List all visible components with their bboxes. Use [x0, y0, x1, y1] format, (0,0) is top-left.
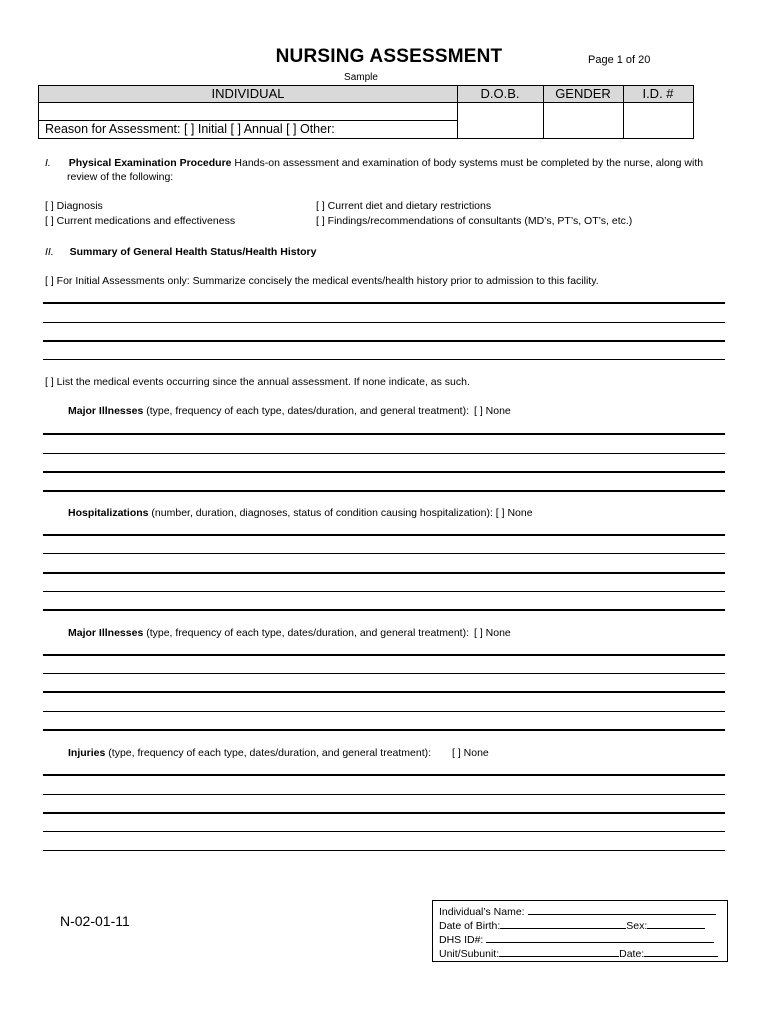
- writing-line[interactable]: [43, 850, 725, 851]
- writing-line[interactable]: [43, 774, 725, 776]
- writing-line[interactable]: [43, 553, 725, 554]
- section-heading: Summary of General Health Status/Health History: [69, 246, 317, 258]
- writing-line[interactable]: [43, 691, 725, 693]
- col-id: I.D. #: [642, 86, 674, 101]
- initial-assessment-checkbox[interactable]: [ ] For Initial Assessments only: Summarize concisely the medical events/health history prior to admission to this facility.: [45, 275, 599, 287]
- checkbox-diet[interactable]: [ ] Current diet and dietary restrictions: [316, 200, 492, 212]
- injuries-none-checkbox[interactable]: [ ] None: [452, 747, 489, 759]
- section-number: I.: [45, 157, 51, 169]
- individual-id-box: [432, 900, 728, 962]
- writing-line[interactable]: [43, 654, 725, 656]
- checkbox-medications[interactable]: [ ] Current medications and effectiveness: [45, 215, 236, 227]
- major-illnesses-none-checkbox[interactable]: [ ] None: [474, 405, 511, 417]
- section-text: Hands-on assessment and examination of body systems must be completed by the nurse, along with: [231, 157, 704, 169]
- writing-line[interactable]: [43, 572, 725, 574]
- writing-line[interactable]: [43, 794, 725, 795]
- individual-info-table: [38, 85, 694, 139]
- writing-line[interactable]: [43, 591, 725, 592]
- writing-line[interactable]: [43, 433, 725, 435]
- writing-line[interactable]: [43, 490, 725, 492]
- col-dob: D.O.B.: [480, 86, 520, 101]
- dhs-id-field[interactable]: DHS ID#:: [439, 932, 714, 946]
- writing-line[interactable]: [43, 471, 725, 473]
- section-text-cont: review of the following:: [67, 171, 174, 183]
- major-illnesses-label: Major Illnesses (type, frequency of each type, dates/duration, and general treatment):: [68, 405, 469, 417]
- reason-for-assessment[interactable]: Reason for Assessment: [ ] Initial [ ] Annual [ ] Other:: [45, 122, 335, 136]
- section-2: [45, 245, 316, 259]
- checkbox-diagnosis[interactable]: [ ] Diagnosis: [45, 200, 103, 212]
- section-1: [45, 156, 735, 170]
- page-number: Page 1 of 20: [588, 54, 651, 66]
- major-illnesses-none-checkbox-2[interactable]: [ ] None: [474, 627, 511, 639]
- dob-sex-field[interactable]: Date of Birth: Sex:: [439, 918, 705, 932]
- writing-line[interactable]: [43, 673, 725, 674]
- page-subtitle: Sample: [344, 72, 378, 83]
- writing-line[interactable]: [43, 609, 725, 611]
- checkbox-findings[interactable]: [ ] Findings/recommendations of consultants (MD’s, PT’s, OT’s, etc.): [316, 215, 633, 227]
- form-code: N-02-01-11: [60, 913, 130, 929]
- annual-assessment-checkbox[interactable]: [ ] List the medical events occurring since the annual assessment. If none indicate, as such.: [45, 376, 470, 388]
- writing-line[interactable]: [43, 302, 725, 304]
- section-number: II.: [45, 246, 54, 258]
- col-gender: GENDER: [555, 86, 611, 101]
- writing-line[interactable]: [43, 812, 725, 814]
- writing-line[interactable]: [43, 711, 725, 712]
- writing-line[interactable]: [43, 340, 725, 342]
- table-divider: [543, 86, 544, 138]
- table-divider: [623, 86, 624, 138]
- writing-line[interactable]: [43, 322, 725, 323]
- hospitalizations-label: Hospitalizations (number, duration, diagnoses, status of condition causing hospitalization): [ ] None: [68, 507, 533, 519]
- writing-line[interactable]: [43, 534, 725, 536]
- name-field[interactable]: Individual’s Name:: [439, 904, 716, 918]
- writing-line[interactable]: [43, 729, 725, 731]
- writing-line[interactable]: [43, 831, 725, 832]
- page-title: NURSING ASSESSMENT: [275, 46, 503, 67]
- writing-line[interactable]: [43, 453, 725, 454]
- major-illnesses-label-2: Major Illnesses (type, frequency of each type, dates/duration, and general treatment):: [68, 627, 469, 639]
- unit-date-field[interactable]: Unit/Subunit: Date:: [439, 946, 718, 960]
- col-individual: INDIVIDUAL: [211, 86, 285, 101]
- injuries-label: Injuries (type, frequency of each type, dates/duration, and general treatment):: [68, 747, 432, 759]
- writing-line[interactable]: [43, 359, 725, 360]
- section-heading: Physical Examination Procedure: [68, 157, 232, 169]
- table-divider: [457, 86, 458, 138]
- table-row-divider: [39, 120, 457, 121]
